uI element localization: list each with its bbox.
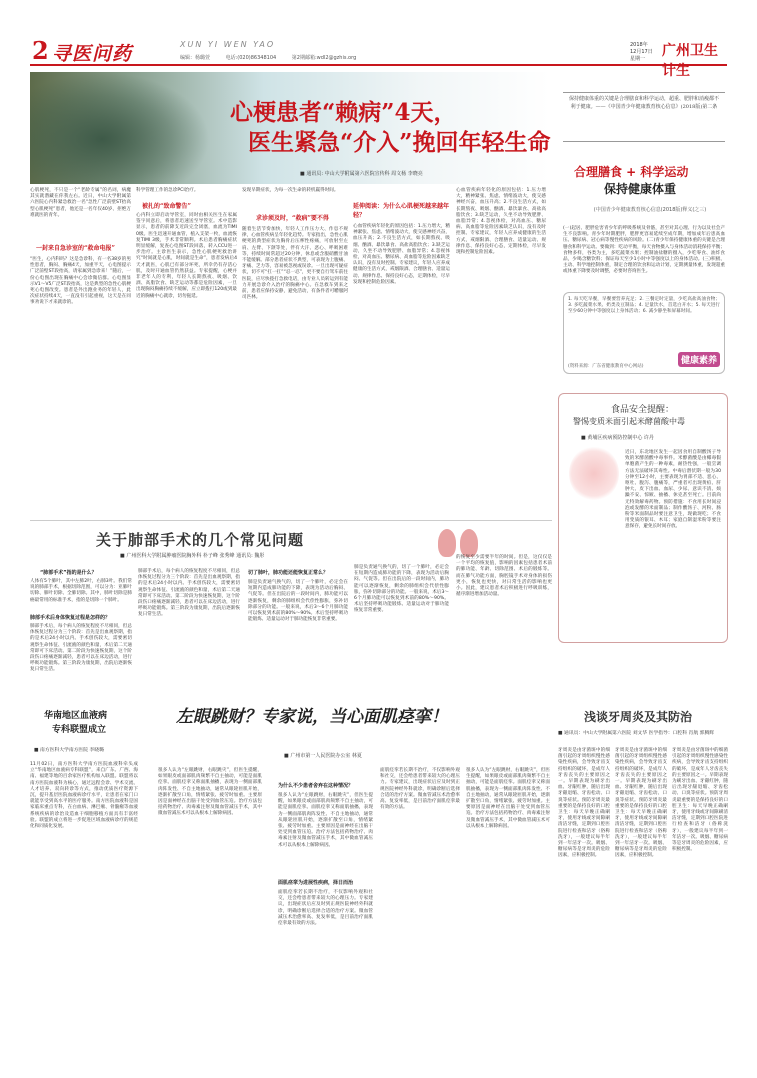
teeth-col-2: 牙周炎是由牙菌斑中的细菌引起的牙周组织慢性感染性疾病，会导致牙齿支持组织的破坏，是成年人牙齿丧失的主要原因之一。早期表现为刷牙出血、牙龈红肿，随后出现牙龈退缩、牙齿松动、口臭等症状。预防牙周炎最重要的是保持良好的口腔卫生：每天早晚正确刷牙，使用牙线或牙间隙刷清洁牙缝，定期到口腔医院进行检查和洁牙（俗称洗牙），一般建议每半年到一年洁牙一次。吸烟、糖尿病等是牙周炎的危险因素，应积极控制。: [615, 748, 667, 859]
eye-col-1: 很多人认为“左眼跳财，右眼跳灾”，但医生提醒，如果眼皮或面部肌肉频繁不自主抽动，可能是面肌痉挛。面肌痉挛又称面肌抽搐，表现为一侧面部肌肉阵发性、不自主地抽动，通常从眼轮匝肌开始，逐渐扩散至口角，情绪紧张、疲劳时加重。主要原因是面神经在出脑干处受到血管压迫。治疗方法包括药物治疗、肉毒素注射及微血管减压手术，其中微血管减压术可以从根本上解除病因。: [158, 768, 262, 817]
food-subtitle: 警惕变质米面引起米酵菌酸中毒: [573, 417, 685, 426]
body-text: 心血管疾病年轻化的原因包括：1.压力增大，精神紧张、焦虑、情绪波动大，使交感神经兴奋，血压升高；2.不良生活方式，如长期熬夜、吸烟、酗酒、暴饮暴食、高盐高脂饮食；3.缺乏运动，久坐不动导致肥胖、血脂异常；4.忽视体检，对高血压、糖尿病、高血脂等危险因素缺乏认识，没有及时控制。专家建议，年轻人应养成健康的生活方式，戒烟限酒、合理膳食、适量运动、规律作息、保持良好心态，定期体检，尽早发现和控制危险因素。: [456, 188, 546, 256]
eye-title: 左眼跳财？专家说，当心面肌痉挛！: [176, 707, 448, 727]
intro-text: 心肌梗死，不只是一个“老龄专属”的名词，病魔其实就潜藏在你我左右。近日，中山大学附属第六医院心内科紧急救治一名“急性广泛前壁ST抬高型心肌梗死”患者，他还是一名年仅40岁、拒绝万难就医的青年。: [30, 188, 131, 218]
top-col-2: [136, 188, 237, 518]
top-col-5: [456, 188, 546, 518]
subhead-1: 一封来自急诊室的“救命电报”: [36, 245, 115, 252]
lung-col-2: 肺部手术后，每个病人的恢复程度不尽相同，但总体恢复过程分为三个阶段：首先是出血观察期，指的是术后24小时以内。手术创伤较大，需要密切观察生命体征、引流液的颜色和量，术后第二天通常即可下床活动。第二阶段为快速恢复期，这个阶段伤口疼痛逐渐减轻，患者可以在床边活动，进行呼吸功能锻炼。第三阶段为康复期，出院后逐渐恢复日常生活。: [138, 569, 240, 618]
tips-text: 1. 每天吃早餐，早餐要营养充足；2. 三餐定时定量，少吃高盐高油食物；3. 多吃蔬菜水果、奶类及豆制品；4. 足量饮水，首选白开水；5. 每天进行至少60分钟中等强度以上身体活动；6. 减少静坐和屏幕时间。: [568, 297, 720, 315]
weekday: 星期一: [630, 56, 646, 62]
periodontitis-article: [558, 690, 728, 1070]
a2: 肺部手术后，每个病人的恢复程度不尽相同，但总体恢复过程分为三个阶段：首先是出血观察期，指的是术后24小时以内。手术创伤较大，需要密切观察生命体征、引流液的颜色和量，术后第二天通常即可下床活动。第二阶段为快速恢复期，这个阶段伤口疼痛逐渐减轻，患者可以在床边活动，进行呼吸功能锻炼。第三阶段为康复期，出院后逐渐恢复日常生活。: [30, 624, 132, 673]
blood-title-1: 华南地区血液病: [44, 711, 108, 721]
lung-left-lobe: [438, 529, 456, 557]
nutrition-source: (中国青少年健康教育核心信息(2018版)释义(之三): [593, 207, 707, 213]
nutrition-title-2: 保持健康体重: [604, 182, 677, 196]
food-body: 近日，东北地区发生一起因食用自制酸汤子导致的米酵菌酸中毒事件。米酵菌酸是由椰毒假单胞菌产生的一种毒素，耐热性强，一般烹调方法无法破坏其毒性。中毒后潜伏期一般为30分钟至12小时，主要表现为胃部不适、恶心、呕吐、腹泻、腹痛等，严重者可出现黄疸、肝肿大、皮下出血、血尿、少尿、意识不清、烦躁不安、惊厥、抽搐、休克甚至死亡。目前尚无特效解毒药物。预防措施：不食用长时间浸泡或发酵的米面制品；制作酸汤子、河粉、肠粉等米面制品时要注意卫生，现做现吃；不食用变质的银耳、木耳；家庭自制湿米粉等要注意保存，避免长时间存放。: [625, 450, 721, 530]
section-name: 寻医问药: [52, 43, 133, 65]
quote-text: 保持健康体重的关键是合理膳食和科学运动，超重、肥胖和消瘦都不利于健康。——《中国青少年健康教育核心信息》(2018版)第二条: [568, 96, 719, 110]
top-article-byline: ■ 通讯员: 中山大学附属第六医院宣传科 周文杨 李晓亮: [300, 171, 423, 177]
a1: 人体有5个肺叶，其中左肺2叶，右肺3叶。我们常说的肺部手术，根据切除范围，可以分为：亚肺叶切除、肺叶切除、全肺切除。其中，肺叶切除是肺癌最常用的标准手术，指的是切除一个肺叶。: [30, 579, 132, 603]
q3: 切了肺叶，肺功能还能恢复正常么？: [248, 570, 329, 576]
body-text: 发现早期症状，为每一次生命的转机赢得时间。: [242, 188, 339, 193]
top-article-title-2: 医生紧急“介入”挽回年轻生命: [248, 129, 551, 156]
paper-name: 广州卫生计生: [662, 43, 718, 79]
health-literacy-badge: 健康素养: [678, 352, 720, 367]
teeth-col-3: 牙周炎是由牙菌斑中的细菌引起的牙周组织慢性感染性疾病，会导致牙齿支持组织的破坏，是成年人牙齿丧失的主要原因之一。早期表现为刷牙出血、牙龈红肿，随后出现牙龈退缩、牙齿松动、口臭等症状。预防牙周炎最重要的是保持良好的口腔卫生：每天早晚正确刷牙，使用牙线或牙间隙刷清洁牙缝，定期到口腔医院进行检查和洁牙（俗称洗牙），一般建议每半年到一年洁牙一次。吸烟、糖尿病等是牙周炎的危险因素，应积极控制。: [672, 748, 728, 853]
nutrition-body: (一)起居、肥胖危害青少年的呼吸系统及骨骼，甚至对其心理、行为以及社会产生不良影响。青少年时期肥胖，肥胖更容易延续至成年期，增加成年后患高血压、糖尿病、冠心病等慢性疾病的风险。(二)青少年保持健康体重的关键是合理膳食和科学运动。要做到：吃动平衡，每天食物摄入与身体活动消耗保持平衡；食物多样，谷类为主，多吃蔬菜水果；控制油盐糖的摄入，少吃零食、油炸食品，少喝含糖饮料；保证每天至少1小时中等强度以上的身体活动。(三)积极、主动、科学地控制体重，制定合理的饮食和运动计划，定期测量体重，发现超重或体重下降要及时调整，必要时咨询医生。: [563, 226, 725, 275]
eye-text: 面肌痉挛若长期不治疗，不仅影响外观和社交，还会给患者带来较大的心理压力。专家建议，出现症状后应及时到正规医院神经外科就诊，明确诊断后选择合适的治疗方案。微血管减压术治愈率高、复发率低，是目前治疗面肌痉挛最有效的方法。: [278, 890, 373, 927]
body-text: 心内科立即启动导管室，同时由相关医生在家属签字同意后，将患者迅速送至导管室。术中造影显示，患者的前降支近段完全闭塞，血流为TIMI 0级。医生迅速开通血管，植入支架一枚，血流恢复TIMI 3级，手术非常顺利。术后患者胸痛症状明显缓解，复查心电图ST段回落，转入CCU进一步治疗。主诊医生表示，急性心肌梗死救治讲究“时间就是心肌，时间就是生命”，患者发病后4天才就医，心肌已有部分坏死，所幸仍有存活心肌，及时开通血管仍然获益。专家提醒，心梗并非老年人的专利，年轻人长期熬夜、吸烟、饮酒、高脂饮食、缺乏运动等都是危险因素，一旦出现胸闷胸痛持续不缓解，应立即拨打120或到最近的胸痛中心就诊，切勿拖延。: [136, 213, 237, 299]
top-col-4: [353, 188, 450, 518]
top-col-1: [30, 188, 131, 518]
lung-title: 关于肺部手术的几个常见问题: [96, 531, 305, 549]
blood-title-2: 专科联盟成立: [52, 725, 107, 735]
a3: 肺是负责通气换气的，切了一个肺叶，必定会在短期内造成肺功能的下降，表现为活动后胸闷、气促等。但在出院后的一段时间内，肺功能可以逐渐恢复，剩余的肺组织会代偿性膨胀，弥补切除部分的功能。一般来说，术后3～6个月肺功能可以恢复到术前的80%～90%。术后坚持呼吸功能锻炼、适量运动对于肺功能恢复非常重要。: [248, 580, 348, 623]
header-contacts: [180, 54, 356, 61]
subhead-4: 延伸阅读：为什么心肌梗死越来越年轻？: [353, 203, 450, 219]
eye-subhead-2: 面肌痉挛为进展性疾病，择日而治: [278, 880, 354, 886]
tips-credit: (资料来源：广东省健康教育中心网站): [568, 364, 644, 369]
date-block: [630, 42, 653, 63]
food-byline: ■ 黄埔区疾病预防控制中心 许丹: [581, 435, 654, 441]
blood-alliance-article: [30, 690, 140, 1060]
quote-box: [563, 92, 725, 142]
lung-col-5: 的恢复至少需要半年的时间。但是，这仅仅是一个平均的恢复值，影响的因素包括患者术前的肺功能、年龄、切除范围、术后的锻炼等。而在肺气功能方面，胸腔镜手术对身体的损伤更小，恢复也更快，对日常生活的影响也更小。因此，建议患者术后积极进行呼吸训练，循序渐进增加活动量。: [456, 555, 552, 598]
food-safety-box: [558, 393, 728, 643]
subhead-2: 被扎的“致命警告”: [142, 203, 191, 210]
editor: 编辑：杨璐萱: [180, 55, 211, 61]
eye-subhead-1: 为什么不少患者舍弃在这种情况？: [278, 783, 354, 789]
body-text: “医生，心内科吗？这是急诊科，有一名38岁的男性患者，胸闷、胸痛4天，加重半天，心电图提示广泛前壁ST段抬高，请家属到急诊来！”随后，一份心电图出现在胸痛中心会诊微信群。心电图显示V1～V5广泛ST段抬高，这是典型的急性心肌梗死心电图改变。患者是外出跑业务的年轻人，此次症状持续4天，一直没有引起重视，这天是在同事劝说下才来就诊的。: [30, 257, 131, 306]
body-text: 科学管理工作的急诊PCI治疗。: [136, 188, 199, 193]
page-number: 2: [32, 36, 49, 65]
q1: “肺部手术”指的是什么？: [40, 570, 97, 576]
bacteria-illustration: [569, 446, 619, 501]
blood-byline: ■ 南方医科大学南方医院 李晓璐: [34, 748, 104, 753]
banner-photo-figures: [30, 72, 210, 184]
lung-right-lobe: [460, 529, 478, 557]
email: 第2期邮箱:wdl2@gzhis.org: [291, 55, 357, 61]
lung-byline: ■ 广州医科大学附属肿瘤医院胸外科 朴子峰 张秀峰 通讯员: 魏彤: [120, 553, 265, 559]
eye-col-4: 很多人认为“左眼跳财，右眼跳灾”，但医生提醒，如果眼皮或面部肌肉频繁不自主抽动，可能是面肌痉挛。面肌痉挛又称面肌抽搐，表现为一侧面部肌肉阵发性、不自主地抽动，通常从眼轮匝肌开始，逐渐扩散至口角，情绪紧张、疲劳时加重。主要原因是面神经在出脑干处受到血管压迫。治疗方法包括药物治疗、肉毒素注射及微血管减压手术，其中微血管减压术可以从根本上解除病因。: [466, 768, 550, 829]
subhead-3: 求诊须及时，“救病”要不得: [256, 215, 329, 222]
food-title: 食品安全提醒：: [611, 405, 675, 415]
body-text: 随着生活节奏加快，年轻人工作压力大、作息不规律，心血管疾病呈年轻化趋势。专家指出，急性心肌梗死的典型症状为胸骨后压榨性疼痛，可放射至左肩、左臂、下颌等处，伴有大汗、恶心、呼吸困难等，持续时间常超过20分钟，休息或含服硝酸甘油不能缓解。部分患者症状不典型，可表现为上腹痛、牙痛、乏力等，容易被忽视或误诊。一旦出现可疑症状，切不可“扛一扛”“忍一忍”，更不要自行驾车前往医院，应尽快拨打急救电话，由专业人员转运到有能力开展急诊介入治疗的胸痛中心。在急救车到来之前，患者应保持安静，避免活动，有条件者可嚼服阿司匹林。: [242, 227, 348, 301]
eye-text: 很多人认为“左眼跳财，右眼跳灾”，但医生提醒，如果眼皮或面部肌肉频繁不自主抽动，可能是面肌痉挛。面肌痉挛又称面肌抽搐，表现为一侧面部肌肉阵发性、不自主地抽动，通常从眼轮匝肌开始，逐渐扩散至口角，情绪紧张、疲劳时加重。主要原因是面神经在出脑干处受到血管压迫。治疗方法包括药物治疗、肉毒素注射及微血管减压手术，其中微血管减压术可以从根本上解除病因。: [278, 793, 373, 848]
eye-byline: ■ 广州市第一人民医院办公室 林夏: [284, 753, 362, 759]
q2: 肺部手术后身体恢复过程是怎样的？: [30, 615, 111, 621]
nutrition-title-1: 合理膳食 + 科学运动: [574, 165, 689, 179]
lung-article: [30, 520, 552, 673]
phone: 电话:(020)86348104: [225, 55, 277, 61]
top-col-3: [242, 188, 348, 518]
teeth-col-1: 牙周炎是由牙菌斑中的细菌引起的牙周组织慢性感染性疾病，会导致牙齿支持组织的破坏，是成年人牙齿丧失的主要原因之一。早期表现为刷牙出血、牙龈红肿，随后出现牙龈退缩、牙齿松动、口臭等症状。预防牙周炎最重要的是保持良好的口腔卫生：每天早晚正确刷牙，使用牙线或牙间隙刷清洁牙缝，定期到口腔医院进行检查和洁牙（俗称洗牙），一般建议每半年到一年洁牙一次。吸烟、糖尿病等是牙周炎的危险因素，应积极控制。: [558, 748, 610, 859]
year: 2018年: [630, 42, 648, 48]
lung-col-3: [248, 565, 348, 658]
lung-col-4: 肺是负责通气换气的，切了一个肺叶，必定会在短期内造成肺功能的下降，表现为活动后胸闷、气促等。但在出院后的一段时间内，肺功能可以逐渐恢复，剩余的肺组织会代偿性膨胀，弥补切除部分的功能。一般来说，术后3～6个月肺功能可以恢复到术前的80%～90%。术后坚持呼吸功能锻炼、适量运动对于肺功能恢复非常重要。: [354, 565, 449, 614]
teeth-title: 浅谈牙周炎及其防治: [584, 710, 693, 724]
masthead: [30, 36, 727, 79]
top-article-title-1: 心梗患者“赖病”4天，: [230, 99, 457, 126]
eye-col-3: 面肌痉挛若长期不治疗，不仅影响外观和社交，还会给患者带来较大的心理压力。专家建议，出现症状后应及时到正规医院神经外科就诊，明确诊断后选择合适的治疗方案。微血管减压术治愈率高、复发率低，是目前治疗面肌痉挛最有效的方法。: [380, 768, 460, 811]
teeth-byline: ■ 通讯员：中山大学附属第六医院 刘文华 医学指导：口腔科 肖航 郭腾辉: [558, 731, 715, 736]
body-text: [353, 188, 450, 200]
section-pinyin: XUN YI WEN YAO: [180, 40, 276, 49]
body-text: 心血管疾病年轻化的原因包括：1.压力增大，精神紧张、焦虑、情绪波动大，使交感神经兴奋，血压升高；2.不良生活方式，如长期熬夜、吸烟、酗酒、暴饮暴食、高盐高脂饮食；3.缺乏运动，久坐不动导致肥胖、血脂异常；4.忽视体检，对高血压、糖尿病、高血脂等危险因素缺乏认识，没有及时控制。专家建议，年轻人应养成健康的生活方式，戒烟限酒、合理膳食、适量运动、规律作息、保持良好心态，定期体检，尽早发现和控制危险因素。: [353, 224, 450, 285]
lung-col-1: [30, 565, 132, 673]
eye-col-2: [278, 768, 373, 1050]
month-day: 12月17日: [630, 49, 653, 55]
tips-box: [563, 292, 725, 374]
eye-article: [148, 690, 552, 1070]
blood-body: 11月02日，南方医科大学南方医院血液科牵头成立“华南地区血液病专科联盟”，来自广东、广西、海南、福建等地的百余家医疗机构加入联盟。联盟将以南方医院血液科为核心，通过远程会诊、学术交流、人才培养、双向转诊等方式，推动优质医疗资源下沉，提升基层医院血液病诊疗水平，让患者在家门口就能享受到高水平的医疗服务。南方医院血液科是国家临床重点专科，在白血病、淋巴瘤、骨髓瘤等血液系统疾病的诊治及造血干细胞移植方面具有丰富经验。联盟的成立将进一步促进区域血液病诊疗的规范化和同质化发展。: [30, 762, 138, 830]
